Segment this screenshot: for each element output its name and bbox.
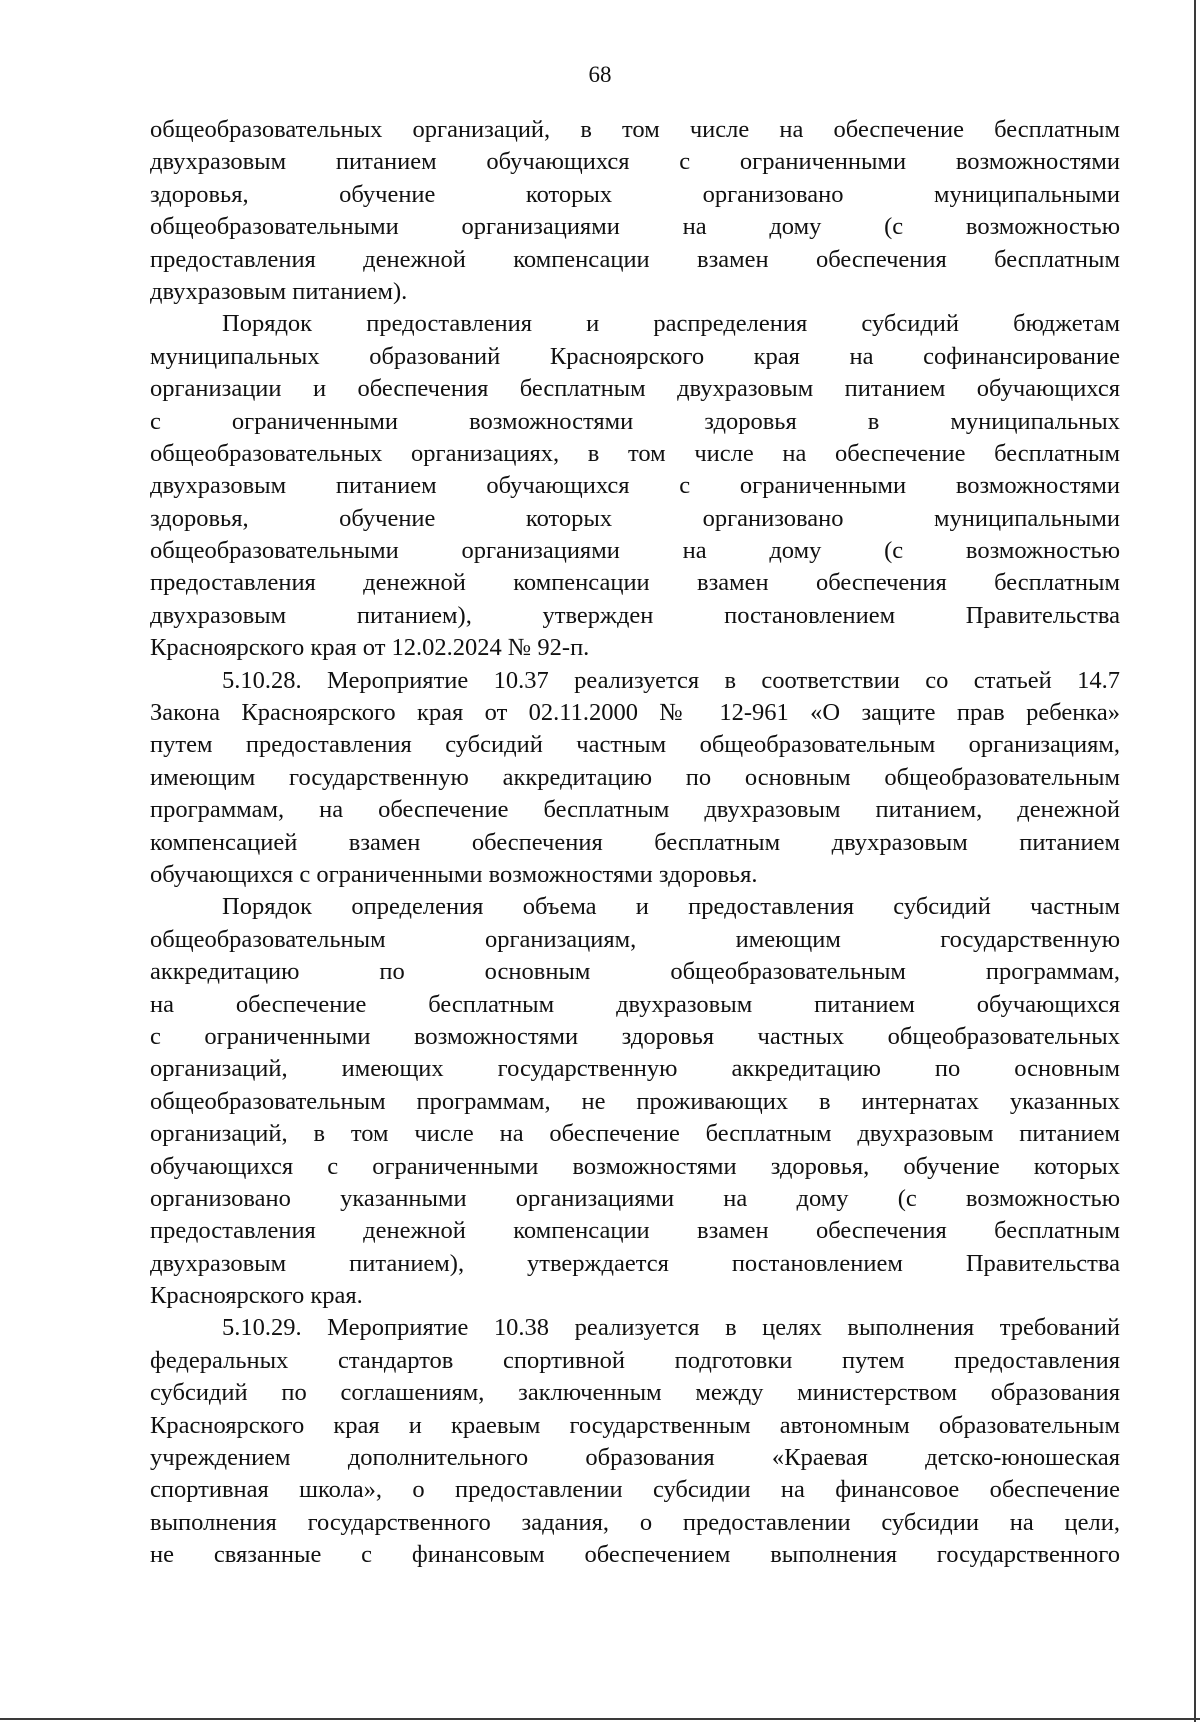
- text-line: Красноярского края и краевым государственным автономным образовательным: [150, 1411, 1120, 1439]
- text-line: имеющим государственную аккредитацию по основным общеобразовательным: [150, 763, 1120, 791]
- text-line: двухразовым питанием обучающихся с ограниченными возможностями: [150, 148, 1120, 176]
- text-line: спортивная школа», о предоставлении субсидии на финансовое обеспечение: [150, 1476, 1120, 1504]
- text-line: общеобразовательных организациях, в том числе на обеспечение бесплатным: [150, 439, 1120, 467]
- text-line: организации и обеспечения бесплатным двухразовым питанием обучающихся: [150, 375, 1120, 403]
- text-line: 5.10.29. Мероприятие 10.38 реализуется в целях выполнения требований: [222, 1314, 1120, 1342]
- text-line: Закона Красноярского края от 02.11.2000 № 12-961 «О защите прав ребенка»: [150, 699, 1120, 727]
- text-line: двухразовым питанием), утвержден постановлением Правительства: [150, 601, 1120, 629]
- text-line: общеобразовательных организаций, в том числе на обеспечение бесплатным: [150, 116, 1120, 143]
- text-line: общеобразовательными организациями на дому (с возможностью: [150, 213, 1120, 241]
- text-line: здоровья, обучение которых организовано муниципальными: [150, 504, 1120, 532]
- text-line: здоровья, обучение которых организовано муниципальными: [150, 180, 1120, 208]
- text-line: муниципальных образований Красноярского края на софинансирование: [150, 342, 1120, 370]
- page-number: 68: [588, 62, 612, 87]
- text-line: организаций, в том числе на обеспечение бесплатным двухразовым питанием: [150, 1120, 1120, 1148]
- text-line: учреждением дополнительного образования «Краевая детско-юношеская: [150, 1444, 1120, 1472]
- text-line: субсидий по соглашениям, заключенным между министерством образования: [150, 1379, 1120, 1407]
- text-line: общеобразовательными организациями на дому (с возможностью: [150, 537, 1120, 565]
- paragraph: [150, 665, 1120, 892]
- text-line: предоставления денежной компенсации взамен обеспечения бесплатным: [150, 1217, 1120, 1245]
- text-line: путем предоставления субсидий частным общеобразовательным организациям,: [150, 731, 1120, 759]
- paragraph: [150, 308, 1120, 664]
- text-line: федеральных стандартов спортивной подготовки путем предоставления: [150, 1346, 1120, 1374]
- text-line: программам, на обеспечение бесплатным двухразовым питанием, денежной: [150, 796, 1120, 824]
- text-line: обучающихся с ограниченными возможностями здоровья, обучение которых: [150, 1152, 1120, 1180]
- text-line: Красноярского края.: [150, 1282, 363, 1310]
- text-line: двухразовым питанием).: [150, 277, 408, 305]
- text-line: выполнения государственного задания, о предоставлении субсидии на цели,: [150, 1508, 1120, 1536]
- text-line: Порядок предоставления и распределения субсидий бюджетам: [222, 310, 1120, 338]
- scan-border-right: [1194, 0, 1196, 1722]
- text-line: общеобразовательным программам, не проживающих в интернатах указанных: [150, 1087, 1120, 1115]
- paragraph: [150, 114, 1120, 308]
- text-line: общеобразовательным организациям, имеющим государственную: [150, 925, 1120, 953]
- paragraph: [150, 1312, 1120, 1571]
- text-line: двухразовым питанием обучающихся с ограниченными возможностями: [150, 472, 1120, 500]
- text-line: 5.10.28. Мероприятие 10.37 реализуется в соответствии со статьей 14.7: [222, 666, 1120, 694]
- text-line: обучающихся с ограниченными возможностями здоровья.: [150, 860, 758, 888]
- text-line: предоставления денежной компенсации взамен обеспечения бесплатным: [150, 245, 1120, 273]
- text-line: не связанные с финансовым обеспечением выполнения государственного: [150, 1541, 1120, 1569]
- text-line: организаций, имеющих государственную аккредитацию по основным: [150, 1055, 1120, 1083]
- text-line: с ограниченными возможностями здоровья частных общеобразовательных: [150, 1022, 1120, 1050]
- text-line: предоставления денежной компенсации взамен обеспечения бесплатным: [150, 569, 1120, 597]
- text-line: аккредитацию по основным общеобразовательным программам,: [150, 958, 1120, 986]
- document-body: [150, 114, 1120, 1572]
- text-line: компенсацией взамен обеспечения бесплатным двухразовым питанием: [150, 828, 1120, 856]
- text-line: Порядок определения объема и предоставления субсидий частным: [222, 893, 1120, 921]
- text-line: с ограниченными возможностями здоровья в муниципальных: [150, 407, 1120, 435]
- text-line: организовано указанными организациями на дому (с возможностью: [150, 1184, 1120, 1212]
- text-line: на обеспечение бесплатным двухразовым питанием обучающихся: [150, 990, 1120, 1018]
- text-line: двухразовым питанием), утверждается постановлением Правительства: [150, 1249, 1120, 1277]
- text-line: Красноярского края от 12.02.2024 № 92-п.: [150, 634, 590, 662]
- scan-border-bottom: [0, 1718, 1200, 1720]
- paragraph: [150, 891, 1120, 1312]
